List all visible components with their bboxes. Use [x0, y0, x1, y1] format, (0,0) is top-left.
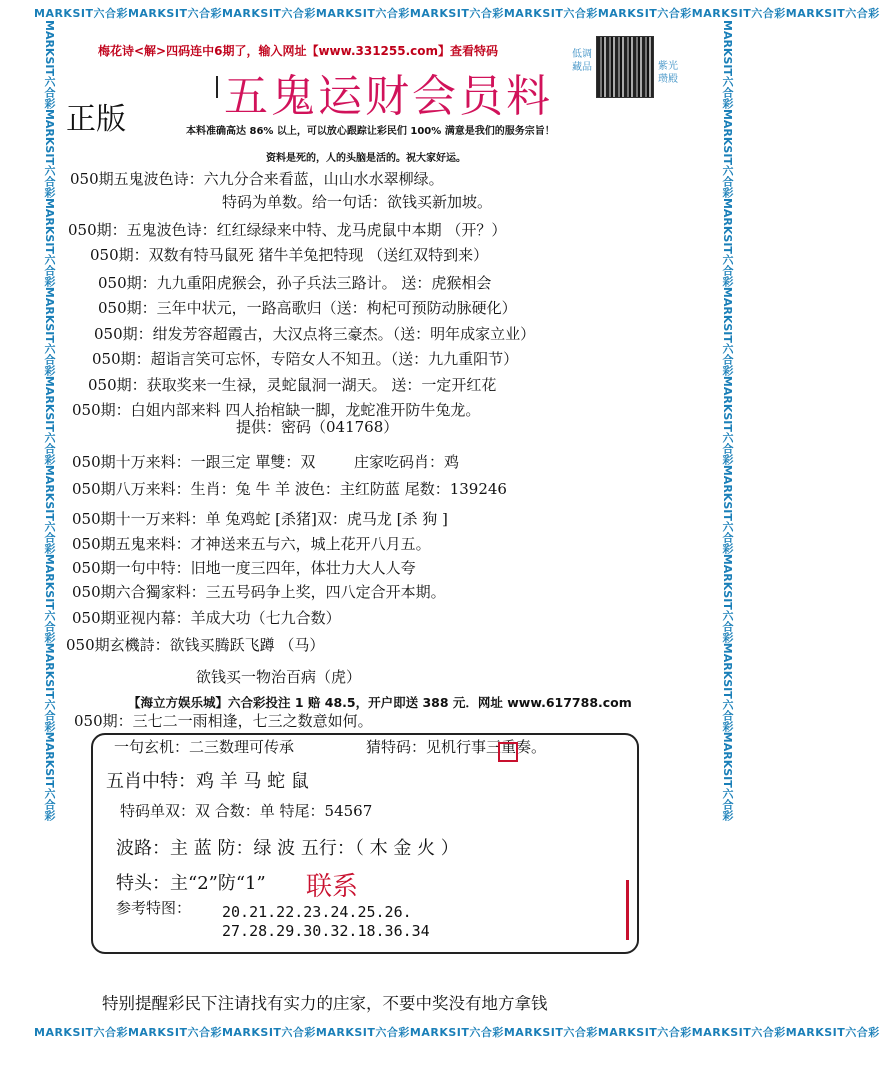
line-mystery-poem: 050期玄機詩：欲钱买腾跃飞蹲 （马）: [66, 636, 325, 654]
line-rain-meet: 050期：三七二一雨相逢，七三之数意如何。: [74, 712, 373, 730]
watermark-top: MARKSIT六合彩MARKSIT六合彩MARKSIT六合彩MARKSIT六合彩MARKSIT六合彩MARKSIT六合彩MARKSIT六合彩MARKSIT六合彩MARKSIT六合彩: [34, 7, 880, 20]
watermark-right: MARKSIT六合彩MARKSIT六合彩MARKSIT六合彩MARKSIT六合彩MARKSIT六合彩MARKSIT六合彩MARKSIT六合彩MARKSIT六合彩MARKSIT六合彩: [721, 20, 734, 821]
ad-banner: 【海立方娱乐城】六合彩投注 1 赔 48.5，开户即送 388 元．网址 www.617788.com: [128, 695, 632, 710]
box-five-zodiac: 五肖中特：鸡 羊 马 蛇 鼠: [106, 771, 309, 792]
line-one-sentence: 050期一句中特：旧地一度三四年，体壮力大人人夸: [72, 559, 416, 577]
box-reference-label: 参考特图：: [116, 899, 192, 917]
box-special-head: 特头：主“2”防“1”: [116, 873, 266, 894]
genuine-badge: 正版: [66, 102, 126, 137]
watermark-left: MARKSIT六合彩MARKSIT六合彩MARKSIT六合彩MARKSIT六合彩MARKSIT六合彩MARKSIT六合彩MARKSIT六合彩MARKSIT六合彩MARKSIT六合彩: [43, 20, 56, 821]
box-numbers-row1: 20.21.22.23.24.25.26.: [222, 903, 412, 921]
line-wugui-info: 050期五鬼来料：才神送来五与六，城上花开八月五。: [72, 535, 431, 553]
title-cursor: [216, 76, 218, 98]
line-double-ninth: 050期：九九重阳虎猴会，孙子兵法三路计。 送：虎猴相会: [98, 274, 492, 292]
line-lifetime-fortune: 050期：获取奖来一生禄，灵蛇鼠洞一湖天。 送：一定开红花: [88, 376, 497, 394]
line-laughter: 050期：超诣言笑可忘怀，专陪女人不知丑。（送：九九重阳节）: [92, 350, 519, 368]
line-110k-info: 050期十一万来料：单 兔鸡蛇 [杀猪]双：虎马龙 [杀 狗 ]: [72, 510, 448, 528]
red-box-mark: [498, 742, 518, 762]
line-100k-info: 050期十万来料：一跟三定 單雙：双: [72, 453, 316, 471]
qr-code-image: [596, 36, 654, 98]
line-cure-all: 欲钱买一物治百病（虎）: [196, 668, 362, 686]
side-tag-right: 紫光瓒殿: [658, 61, 678, 85]
line-baijie-inside: 050期：白姐内部来料 四人抬棺缺一脚，龙蛇准开防牛兔龙。: [72, 401, 481, 419]
line-atv-insider: 050期亚视内幕：羊成大功（七九合数）: [72, 609, 341, 627]
contact-stamp: 联系: [306, 872, 359, 902]
top-announcement: 梅花诗<解>四码连中6期了，输入网址【www.331255.com】查看特码: [98, 44, 499, 58]
red-bracket-mark: [626, 880, 629, 940]
line-80k-info: 050期八万来料：生肖：兔 牛 羊 波色：主红防蓝 尾数：139246: [72, 480, 507, 498]
line-even-special: 050期：双数有特马鼠死 猪牛羊兔把特现 （送红双特到来）: [90, 246, 489, 264]
line-password: 提供：密码（041768）: [236, 418, 399, 436]
line-wugui-poem: 050期五鬼波色诗：六九分合来看蓝，山山水水翠柳绿。: [70, 170, 444, 188]
box-mystery: 一句玄机：二三数理可传承: [114, 738, 295, 756]
line-wugui-poem-2: 050期：五鬼波色诗：红红绿绿来中特、龙马虎鼠中本期 （开？）: [68, 221, 507, 239]
box-guess-special: 猜特码：见机行事三重奏。: [366, 738, 547, 756]
watermark-bottom: MARKSIT六合彩MARKSIT六合彩MARKSIT六合彩MARKSIT六合彩MARKSIT六合彩MARKSIT六合彩MARKSIT六合彩MARKSIT六合彩MARKSIT六合彩: [34, 1026, 880, 1039]
tagline-accuracy: 本料准确高达 86% 以上，可以放心跟踪让彩民们 100% 满意是我们的服务宗旨！: [186, 126, 555, 137]
side-tag-left: 低调藏品: [572, 49, 592, 73]
page-title: 五鬼运财会员料: [224, 71, 553, 122]
box-numbers-row2: 27.28.29.30.32.18.36.34: [222, 922, 430, 940]
line-odd-number: 特码为单数。给一句话：欲钱买新加坡。: [222, 193, 493, 211]
footer-warning: 特别提醒彩民下注请找有实力的庄家，不要中奖没有地方拿钱: [102, 994, 548, 1013]
line-top-scholar: 050期：三年中状元，一路高歌归（送：枸杞可预防动脉硬化）: [98, 299, 517, 317]
line-liuhe-exclusive: 050期六合獨家料：三五号码争上奖，四八定合开本期。: [72, 583, 446, 601]
line-three-heroes: 050期：绀发芳容超霞古，大汉点将三豪杰。（送：明年成家立业）: [94, 325, 536, 343]
box-wave-route: 波路：主 蓝 防：绿 波 五行：（ 木 金 火 ）: [116, 838, 459, 859]
tagline-luck: 资料是死的，人的头脑是活的。祝大家好运。: [266, 153, 466, 164]
line-banker-zodiac: 庄家吃码肖：鸡: [354, 453, 460, 471]
box-odd-even: 特码单双：双 合数：单 特尾：54567: [120, 802, 373, 820]
